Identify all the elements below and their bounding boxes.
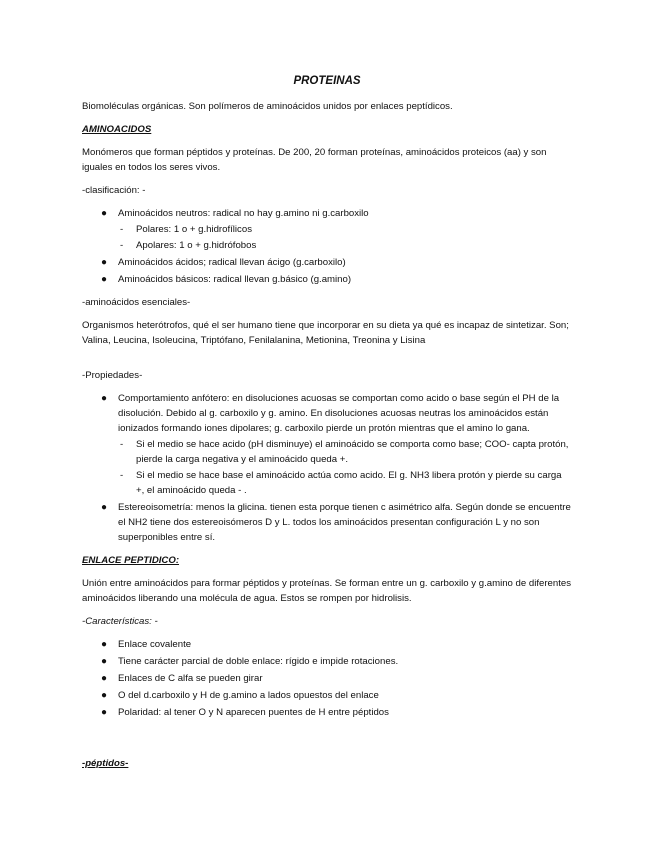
list-item — [82, 654, 572, 669]
intro-paragraph: Biomoléculas orgánicas. Son polímeros de aminoácidos unidos por enlaces peptídicos. — [82, 101, 453, 112]
section-heading-enlace: ENLACE PEPTIDICO: — [82, 555, 180, 566]
dash-icon: - — [120, 439, 124, 450]
clasificacion-list — [82, 206, 572, 287]
sub-list-item — [118, 437, 572, 467]
list-item — [82, 500, 572, 545]
bullet-icon: ● — [101, 673, 108, 684]
bullet-icon: ● — [101, 208, 108, 219]
bullet-icon: ● — [101, 707, 108, 718]
list-item — [82, 206, 572, 253]
list-item — [82, 705, 572, 720]
page-title: PROTEINAS — [293, 75, 361, 87]
bullet-icon: ● — [101, 639, 108, 650]
section-heading-peptidos: -péptidos- — [82, 758, 129, 769]
bullet-icon: ● — [101, 257, 108, 268]
esenciales-paragraph: Organismos heterótrofos, qué el ser humano tiene que incorporar en su dieta ya qué es incapaz de sintetizar. Son; Valina, Leucina, Isoleucina, Triptófano, Fenilalanina, Metionina, Treonina y Lisina — [82, 320, 569, 346]
list-item-text: Aminoácidos básicos: radical llevan g.básico (g.amino) — [118, 274, 352, 285]
sub-item-text: Apolares: 1 o + g.hidrófobos — [136, 240, 257, 251]
list-item-text: Estereoisometría: menos la glicina. tienen esta porque tienen c asimétrico alfa. Según donde se encuentre el NH2 tiene dos estereoisómeros D y L. todos los aminoácidos presentan configuración L y no son superponibles entre sí. — [118, 502, 571, 543]
list-item — [82, 688, 572, 703]
sub-list — [118, 437, 572, 498]
list-item-text: Polaridad: al tener O y N aparecen puentes de H entre péptidos — [118, 707, 389, 718]
dash-icon: - — [120, 224, 124, 235]
clasificacion-label: -clasificación: - — [82, 185, 146, 196]
list-item — [82, 671, 572, 686]
bullet-icon: ● — [101, 274, 108, 285]
bullet-icon: ● — [101, 690, 108, 701]
list-item-text: Tiene carácter parcial de doble enlace: rígido e impide rotaciones. — [118, 656, 399, 667]
sub-item-text: Polares: 1 o + g.hidrofílicos — [136, 224, 252, 235]
sub-item-text: Si el medio se hace acido (pH disminuye) el aminoácido se comporta como base; COO- capta protón, pierde la carga negativa y el aminoácido queda +. — [136, 439, 569, 465]
list-item — [82, 391, 572, 498]
spacer — [82, 356, 572, 368]
list-item-text: Enlaces de C alfa se pueden girar — [118, 673, 263, 684]
bullet-icon: ● — [101, 656, 108, 667]
list-item — [82, 255, 572, 270]
aminoacidos-description: Monómeros que forman péptidos y proteínas. De 200, 20 forman proteínas, aminoácidos proteicos (aa) y son iguales en todos los seres vivos. — [82, 147, 547, 173]
sub-list-item — [118, 222, 572, 237]
list-item — [82, 272, 572, 287]
sub-item-text: Si el medio se hace base el aminoácido actúa como acido. El g. NH3 libera protón y pierde su carga +, el aminoácido queda - . — [136, 470, 562, 496]
bullet-icon: ● — [101, 502, 108, 513]
spacer — [82, 728, 572, 756]
sub-list-item — [118, 238, 572, 253]
list-item-text: Aminoácidos ácidos; radical llevan ácigo (g.carboxilo) — [118, 257, 346, 268]
list-item-text: Comportamiento anfótero: en disoluciones acuosas se comportan como acido o base según el PH de la disolución. Debido al g. carboxilo y g. amino. En disoluciones acuosas neutras los aminoácidos están ionizados formando iones dipolares; g. carboxilo pierde un protón mientras que el amino lo gana. — [118, 393, 560, 434]
enlace-description: Unión entre aminoácidos para formar péptidos y proteínas. Se forman entre un g. carboxilo y g.amino de diferentes aminoácidos liberando una molécula de agua. Estos se rompen por hidrolisis. — [82, 578, 572, 604]
sub-list — [118, 222, 572, 253]
propiedades-label: -Propiedades- — [82, 370, 143, 381]
esenciales-label: -aminoácidos esenciales- — [82, 297, 191, 308]
list-item-text: O del d.carboxilo y H de g.amino a lados opuestos del enlace — [118, 690, 379, 701]
document-page — [82, 74, 572, 779]
dash-icon: - — [120, 240, 124, 251]
bullet-icon: ● — [101, 393, 108, 404]
list-item-text: Enlace covalente — [118, 639, 192, 650]
sub-list-item — [118, 468, 572, 498]
caracteristicas-label: -Características: - — [82, 616, 158, 627]
list-item — [82, 637, 572, 652]
caracteristicas-list — [82, 637, 572, 720]
dash-icon: - — [120, 470, 124, 481]
list-item-text: Aminoácidos neutros: radical no hay g.amino ni g.carboxilo — [118, 208, 369, 219]
section-heading-aminoacidos: AMINOACIDOS — [82, 124, 152, 135]
propiedades-list — [82, 391, 572, 545]
